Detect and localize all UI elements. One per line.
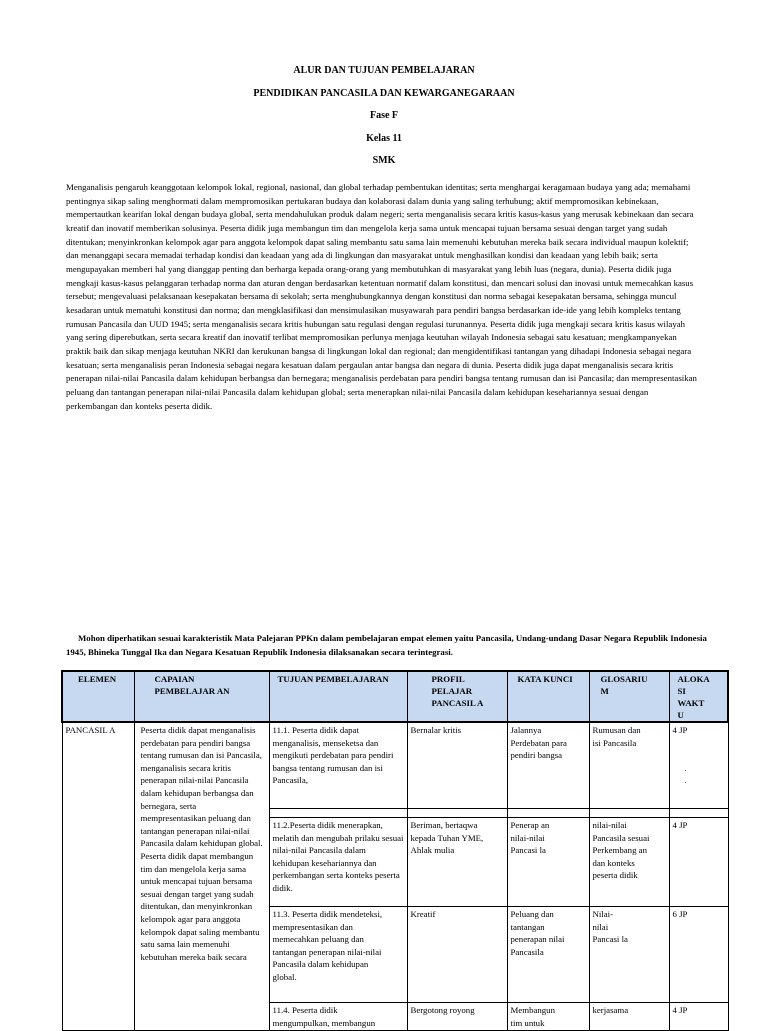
intro-paragraph: Menganalisis pengaruh keanggotaan kelompok lokal, regional, nasional, dan global terhadap pembentukan identitas; serta menghargai keragamaan budaya yang ada; memahami pentingnya sikap saling menghormati dalam mempromosikan pertukaran budaya dan kolaborasi dalam dunia yang saling terhubung; aktif mempromosikan kebinekaan, mempertautkan kearifan lokal dengan budaya global, serta mendahulukan produk dalam negeri; serta menganalisis secara kritis kasus-kasus yang merusak kebinekaan dan secara kreatif dan inovatif memberikan solusinya. Peserta didik juga membangun tim dan mengelola kerja sama untuk mencapai tujuan bersama sesuai dengan target yang sudah ditentukan; menyinkronkan kelompok agar para anggota kelompok dapat saling membantu satu sama lain memenuhi kebutuhan mereka baik secara individual maupun kolektif; dan menanggapi secara memadai terhadap kondisi dan keadaan yang ada di lingkungan dan masyarakat untuk menghasilkan kondisi dan keadaan yang lebih baik; serta mengupayakan memberi hal yang dianggap penting dan berharga kepada orang-orang yang membutuhkan di masyarakat yang lebih luas (negara, dunia). Peserta didik juga mengkaji kasus-kasus pelanggaran terhadap norma dan aturan dengan berdasarkan ketentuan normatif dalam konstitusi, dan mencari solusi dan inovasi untuk memecahkan kasus tersebut; mengevaluasi pelaksanaan kesepakatan bersama di sekolah; serta menghubungkannya dengan konstitusi dan norma sebagai kesepakatan bersama, sehingga muncul kesadaran untuk mematuhi konstitusi dan norma; dan mengklasifikasi dan mensimulasikan musyawarah para pendiri bangsa berdasarkan ide-ide yang lebih kompleks tentang rumusan Pancasila dan UUD 1945; serta menganalisis secara kritis hubungan satu regulasi dengan regulasi turunannya. Peserta didik juga mengkaji secara kritis kasus wilayah yang sering diperebutkan, serta secara kreatif dan inovatif terlibat mempromosikan perlunya menjaga keutuhan wilayah Indonesia sebagai satu kesatuan; mengkampanyekan praktik baik dan sikap menjaga keutuhan NKRI dan kerukunan bangsa di lingkungan lokal dan regional; dan mengidentifikasi tantangan yang dihadapi Indonesia sebagai negara kesatuan; serta menganalisis peran Indonesia sebagai negara kesatuan dalam pergaulan antar bangsa dan negara di dunia. Peserta didik juga dapat menganalisis secara kritis penerapan nilai-nilai Pancasila dalam kehidupan berbangsa dan bernegara; menganalisis perdebatan para pendiri bangsa tentang rumusan dan isi Pancasila; dan mempresentasikan peluang dan tantangan penerapan nilai-nilai Pancasila dalam kehidupan global; serta menerapkan nilai-nilai Pancasila dalam kehidupan kesehariannya sesuai dengan perkembangan dan konteks peserta didik. [66,182,697,411]
header-tujuan: TUJUAN PEMBELAJARAN [269,671,407,722]
spacer-cell [507,809,589,818]
alokasi-value: 4 JP [672,725,688,735]
cell-profil: Beriman, bertaqwa kepada Tuhan YME, Ahlak mulia [407,818,507,907]
cell-glosarium: nilai-nilai Pancasila sesuai Perkembang an dan konteks peserta didik [589,818,669,907]
table-header-row [62,671,728,722]
header-capaian: CAPAIAN PEMBELAJAR AN [134,671,269,722]
cell-profil: Kreatif [407,907,507,1003]
school-level-label: SMK [372,155,396,167]
cell-profil: Bergotong royong [407,1003,507,1031]
spacer-cell [407,809,507,818]
header-alokasi: ALOKA SI WAKT U [669,671,728,722]
cell-profil: Bernalar kritis [407,722,507,809]
cell-kata-kunci: Penerap an nilai-nilai Pancasi la [507,818,589,907]
cell-capaian: Peserta didik dapat menganalisis perdebatan para pendiri bangsa tentang rumusan dan isi Pancasila, menganalisis secara kritis penerapan nilai-nilai Pancasila dalam kehidupan berbangsa dan bernegara, serta mempresentasikan peluang dan tantangan penerapan nilai-nilai Pancasila dalam kehidupan global. Peserta didik dapat membangun tim dan mengelola kerja sama untuk mencapai tujuan bersama sesuai dengan target yang sudah ditentukan, dan menyinkronkan kelompok agar para anggota kelompok dapat saling membantu satu sama lain memenuhi kebutuhan mereka baik secara [134,722,269,1031]
cell-tujuan: 11.1. Peserta didik dapat menganalisis, menseketsa dan mengikuti perdebatan para pendiri bangsa tentang rumusan dan isi Pancasila, [269,722,407,809]
integration-note: Mohon diperhatikan sesuai karakteristik Mata Palejaran PPKn dalam pembelajaran empat elemen yaitu Pancasila, Undang-undang Dasar Negara Republik Indonesia 1945, Bhineka Tunggal Ika dan Negara Kesatuan Republik Indonesia dilaksanakan secara terintegrasi. [66,633,707,657]
cell-kata-kunci: Jalannya Perdebatan para pendiri bangsa [507,722,589,809]
cell-glosarium: Nilai-nilai Pancasi la [589,907,669,1003]
header-kata-kunci: KATA KUNCI [507,671,589,722]
cell-glosarium: kerjasama [589,1003,669,1031]
cell-tujuan: 11.2.Peserta didik menerapkan, melatih dan mengubah prilaku sesuai nilai-nilai Pancasila dalam kehidupan kesehariannya dan perkembangan serta konteks peserta didik. [269,818,407,907]
cell-kata-kunci: Peluang dan tantangan penerapan nilai Pancasila [507,907,589,1003]
spacer-cell [669,809,728,818]
cell-tujuan: 11.4. Peserta didik mengumpulkan, membangun [269,1003,407,1031]
document-headings [0,64,768,168]
cell-tujuan: 11.3. Peserta didik mendeteksi, mempresentasikan dan memecahkan peluang dan tantangan penerapan nilai-nilai Pancasila dalam kehidupan global. [269,907,407,1003]
header-profil: PROFIL PELAJAR PANCASIL A [407,671,507,722]
subject-title: PENDIDIKAN PANCASILA DAN KEWARGANEGARAAN [253,87,515,99]
table-row [62,722,728,809]
cell-glosarium: Rumusan dan isi Pancasila [589,722,669,809]
cell-alokasi: 4 JP [669,1003,728,1031]
spacer-cell [269,809,407,818]
cell-elemen: PANCASIL A [62,722,134,1031]
spacer-cell [589,809,669,818]
header-elemen: ELEMEN [62,671,134,722]
header-glosarium: GLOSARIU M [589,671,669,722]
cell-kata-kunci: Membangun tim untuk [507,1003,589,1031]
cell-alokasi: 6 JP [669,907,728,1003]
class-label: Kelas 11 [366,132,402,144]
learning-objectives-table [61,670,729,1031]
cell-alokasi: 4 JP [669,818,728,907]
document-title: ALUR DAN TUJUAN PEMBELAJARAN [293,65,475,76]
dots-mark: . . [684,764,701,786]
phase-label: Fase F [369,110,399,122]
cell-alokasi [669,722,728,809]
